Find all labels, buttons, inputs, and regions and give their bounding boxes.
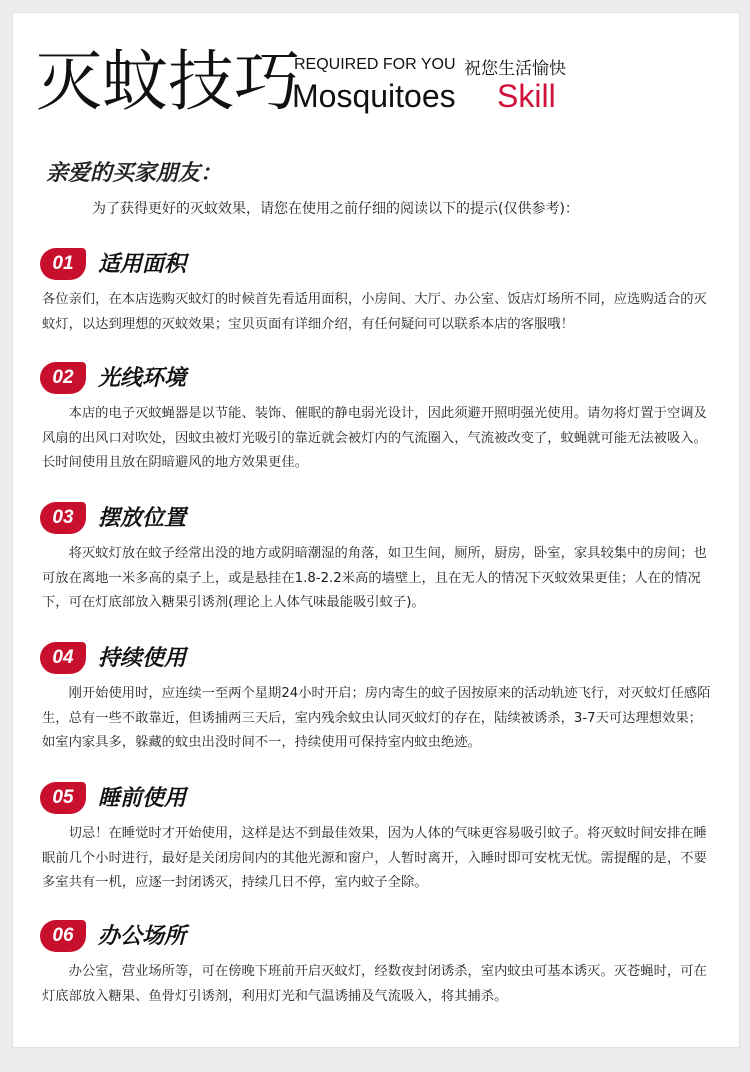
section-title: 办公场所 xyxy=(98,924,187,949)
section-body-text: 刚开始使用时，应连续一至两个星期24小时开启；房内寄生的蚊子因按原来的活动轨迹飞行，对灭蚊灯任感陌生，总有一些不敢靠近，但诱捕两三天后，室内残余蚊虫认同灭蚊灯的存在，陆续被诱杀，3-7天可达理想效果；如室内家具多，躲藏的蚊虫出没时间不一，持续使用可保持室内蚊虫绝迹。 xyxy=(42,686,711,750)
section-body xyxy=(42,822,714,896)
section-body xyxy=(42,682,714,756)
section-body xyxy=(42,288,714,337)
section-body xyxy=(42,402,714,476)
section-body-text: 将灭蚊灯放在蚊子经常出没的地方或阴暗潮湿的角落，如卫生间，厕所，厨房，卧室，家具较集中的房间；也可放在离地一米多高的桌子上，或是悬挂在1.8-2.2米高的墙壁上，且在无人的情况下灭蚊效果更佳；人在的情况下，可在灯底部放入糖果引诱剂(理论上人体气味最能吸引蚊子)。 xyxy=(42,546,707,610)
section-body-text: 本店的电子灭蚊蝇器是以节能、装饰、催眠的静电弱光设计，因此须避开照明强光使用。请勿将灯置于空调及风扇的出风口对吹处，因蚊虫被灯光吸引的靠近就会被灯内的气流圈入，气流被改变了，蚊蝇就可能无法被吸入。长时间使用且放在阴暗避风的地方效果更佳。 xyxy=(42,406,707,470)
required-for-you-label: REQUIRED FOR YOU xyxy=(294,56,456,73)
section-number-badge: 02 xyxy=(40,362,86,394)
skill-label: Skill xyxy=(497,78,556,114)
header xyxy=(36,40,716,130)
greeting: 亲爱的买家朋友： xyxy=(46,161,223,186)
section-body-text: 切忌！在睡觉时才开始使用，这样是达不到最佳效果，因为人体的气味更容易吸引蚊子。将灭蚊时间安排在睡眠前几个小时进行，最好是关闭房间内的其他光源和窗户，人暂时离开，入睡时即可安枕无忧。需提醒的是，不要多室共有一机，应逐一封闭诱灭，持续几日不停，室内蚊子全除。 xyxy=(42,826,707,890)
section-body-text: 各位亲们，在本店选购灭蚊灯的时候首先看适用面积，小房间、大厅、办公室、饭店灯场所不同，应选购适合的灭蚊灯，以达到理想的灭蚊效果；宝贝页面有详细介绍，有任何疑问可以联系本店的客服哦！ xyxy=(42,292,707,332)
section-body xyxy=(42,960,714,1009)
section-title: 睡前使用 xyxy=(98,786,187,811)
section-title: 持续使用 xyxy=(98,646,187,671)
section-title: 摆放位置 xyxy=(98,506,187,531)
section-number-badge: 06 xyxy=(40,920,86,952)
section-title: 光线环境 xyxy=(98,366,187,391)
mosquitoes-label: Mosquitoes xyxy=(292,78,456,114)
section-body xyxy=(42,542,714,616)
section-number-badge: 03 xyxy=(40,502,86,534)
section-number-badge: 05 xyxy=(40,782,86,814)
section-number-badge: 04 xyxy=(40,642,86,674)
section-number-badge: 01 xyxy=(40,248,86,280)
page-title: 灭蚊技巧 xyxy=(36,43,300,120)
intro-text: 为了获得更好的灭蚊效果，请您在使用之前仔细的阅读以下的提示(仅供参考)： xyxy=(92,201,579,217)
section-title: 适用面积 xyxy=(98,252,187,277)
section-body-text: 办公室，营业场所等，可在傍晚下班前开启灭蚊灯，经数夜封闭诱杀，室内蚊虫可基本诱灭。灭苍蝇时，可在灯底部放入糖果、鱼骨灯引诱剂，利用灯光和气温诱捕及气流吸入，将其捕杀。 xyxy=(42,964,707,1004)
wish-label: 祝您生活愉快 xyxy=(464,59,566,79)
